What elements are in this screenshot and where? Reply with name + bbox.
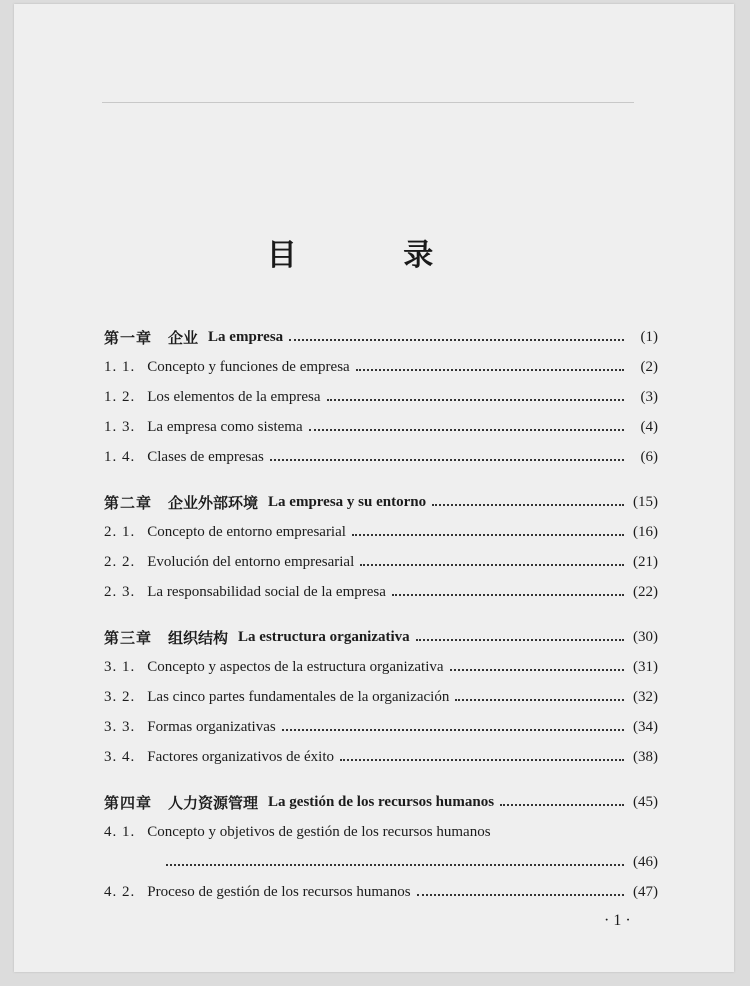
section-title: Concepto de entorno empresarial [147, 523, 346, 540]
section-title: La empresa como sistema [147, 418, 303, 435]
chapter-page: (45) [633, 793, 658, 810]
dot-leader [352, 533, 624, 536]
chapter-title-zh: 企业外部环境 [168, 495, 259, 512]
dot-leader [450, 668, 624, 671]
dot-leader [500, 803, 624, 806]
toc-section-3-1[interactable] [104, 652, 658, 682]
dot-leader [392, 593, 624, 596]
section-number: 1. 3. [104, 418, 136, 435]
chapter-page: (15) [633, 493, 658, 510]
section-page: (22) [633, 583, 658, 600]
section-title: Factores organizativos de éxito [147, 748, 335, 765]
section-number: 3. 2. [104, 688, 136, 705]
section-title: Las cinco partes fundamentales de la organización [147, 688, 450, 705]
section-title: La responsabilidad social de la empresa [147, 583, 386, 600]
toc-section-2-1[interactable] [104, 517, 658, 547]
toc-section-2-2[interactable] [104, 547, 658, 577]
table-of-contents [104, 322, 658, 907]
chapter-title-es: La gestión de los recursos humanos [268, 793, 495, 810]
section-page: (34) [633, 718, 658, 735]
dot-leader [289, 338, 624, 341]
section-number: 1. 1. [104, 358, 136, 375]
section-page: (32) [633, 688, 658, 705]
section-title: Formas organizativas [147, 718, 276, 735]
toc-chapter-1[interactable] [104, 322, 658, 352]
dot-leader [270, 458, 624, 461]
section-page: (16) [633, 523, 658, 540]
section-number: 2. 3. [104, 583, 136, 600]
section-page: (4) [640, 418, 658, 435]
chapter-title-zh: 人力资源管理 [168, 795, 259, 812]
toc-section-3-2[interactable] [104, 682, 658, 712]
section-title: Proceso de gestión de los recursos humanos [147, 883, 411, 900]
section-page: (3) [640, 388, 658, 405]
section-page: (21) [633, 553, 658, 570]
section-title: Concepto y aspectos de la estructura organizativa [147, 658, 444, 675]
section-title: Concepto y funciones de empresa [147, 358, 350, 375]
toc-section-1-4[interactable] [104, 442, 658, 472]
section-number: 3. 3. [104, 718, 136, 735]
section-page: (46) [633, 853, 658, 870]
section-title: Evolución del entorno empresarial [147, 553, 355, 570]
section-number: 2. 1. [104, 523, 136, 540]
chapter-number: 第四章 [104, 795, 153, 812]
chapter-number: 第一章 [104, 330, 153, 347]
dot-leader [417, 893, 624, 896]
chapter-number: 第三章 [104, 630, 153, 647]
page-number: · 1 · [604, 912, 631, 929]
section-page: (6) [640, 448, 658, 465]
toc-section-4-1[interactable] [104, 817, 658, 847]
dot-leader [356, 368, 624, 371]
section-number: 2. 2. [104, 553, 136, 570]
section-title: Los elementos de la empresa [147, 388, 321, 405]
chapter-page: (1) [640, 328, 658, 345]
toc-section-4-1-continuation[interactable] [104, 847, 658, 877]
section-number: 1. 2. [104, 388, 136, 405]
section-page: (47) [633, 883, 658, 900]
dot-leader [309, 428, 624, 431]
dot-leader [360, 563, 624, 566]
section-page: (38) [633, 748, 658, 765]
chapter-title-es: La empresa y su entorno [268, 493, 427, 510]
chapter-title-es: La empresa [208, 328, 284, 345]
bleed-through-rule [102, 102, 634, 103]
section-number: 3. 1. [104, 658, 136, 675]
dot-leader [455, 698, 624, 701]
page-title: 目 录 [266, 238, 482, 273]
toc-section-1-3[interactable] [104, 412, 658, 442]
section-number: 4. 2. [104, 883, 136, 900]
toc-section-3-4[interactable] [104, 742, 658, 772]
document-page [14, 4, 734, 972]
toc-section-4-2[interactable] [104, 877, 658, 907]
chapter-page: (30) [633, 628, 658, 645]
dot-leader [340, 758, 624, 761]
chapter-title-zh: 组织结构 [168, 630, 229, 647]
section-page: (31) [633, 658, 658, 675]
toc-section-1-2[interactable] [104, 382, 658, 412]
toc-section-2-3[interactable] [104, 577, 658, 607]
section-title: Clases de empresas [147, 448, 264, 465]
toc-section-3-3[interactable] [104, 712, 658, 742]
dot-leader [166, 863, 624, 866]
dot-leader [327, 398, 624, 401]
section-number: 3. 4. [104, 748, 136, 765]
toc-chapter-3[interactable] [104, 622, 658, 652]
chapter-title-zh: 企业 [168, 330, 199, 347]
section-number: 4. 1. [104, 823, 136, 840]
dot-leader [282, 728, 624, 731]
toc-chapter-4[interactable] [104, 787, 658, 817]
section-page: (2) [640, 358, 658, 375]
section-title: Concepto y objetivos de gestión de los recursos humanos [147, 823, 491, 840]
toc-chapter-2[interactable] [104, 487, 658, 517]
dot-leader [432, 503, 624, 506]
toc-section-1-1[interactable] [104, 352, 658, 382]
section-number: 1. 4. [104, 448, 136, 465]
chapter-number: 第二章 [104, 495, 153, 512]
chapter-title-es: La estructura organizativa [238, 628, 410, 645]
dot-leader [416, 638, 624, 641]
